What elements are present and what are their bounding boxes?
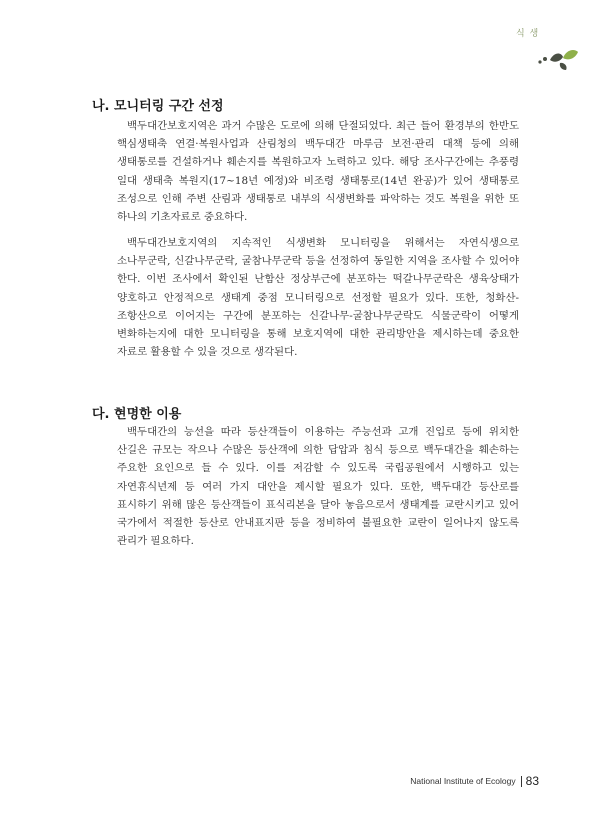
section-title-monitoring: 나. 모니터링 구간 선정 — [92, 99, 224, 114]
paragraph-monitoring-2: 백두대간보호지역의 지속적인 식생변화 모니터링을 위해서는 자연식생으로 소나무군락, 신갈나무군락, 굴참나무군락 등을 선정하여 동일한 지역을 조사할 수 있어야 한다. 이번 조사에서 확인된 난함산 정상부근에 분포하는 떡갈나무군락은 생육상태가 양호하고 안정적으로 생태계 중점 모니터링으로 선정할 필요가 있다. 또한, 청화산-조항산으로 이어지는 구간에 분포하는 신갈나무-굴참나무군락도 식물군락이 어떻게 변화하는지에 대한 모니터링을 통해 보호지역에 대한 관리방안을 제시하는데 중요한 자료로 활용할 수 있을 것으로 생각된다. — [117, 237, 519, 359]
paragraph-monitoring-1: 백두대간보호지역은 과거 수많은 도로에 의해 단절되었다. 최근 들어 환경부의 한반도 핵심생태축 연결·복원사업과 산림청의 백두대간 마루금 보전·관리 대책 등에 의해 생태통로를 건설하거나 훼손지를 복원하고자 노력하고 있다. 해당 조사구간에는 추풍령 일대 생태축 복원지(17~18년 예정)와 비조령 생태통로(14년 완공)가 있어 생태통로 조성으로 인해 주변 산림과 생태통로 내부의 식생변화를 파악하는 것도 복원을 위한 또 하나의 기초자료로 중요하다. — [117, 120, 519, 224]
leaf-ornament-icon — [536, 48, 580, 72]
page-number: 83 — [525, 774, 539, 788]
footer-divider — [521, 776, 522, 787]
page-footer — [410, 774, 539, 788]
paragraph-wise-use-1: 백두대간의 능선을 따라 등산객들이 이용하는 주능선과 고개 진입로 등에 위치한 산길은 규모는 작으나 수많은 등산객에 의한 답압과 침식 등으로 백두대간을 훼손하는 주요한 요인으로 들 수 있다. 이를 저감할 수 있도록 국립공원에서 시행하고 있는 자연휴식년제 등 여러 가지 대안을 제시할 필요가 있다. 또한, 백두대간 등산로를 표시하기 위해 많은 등산객들이 표식리본을 달아 놓음으로서 생태계를 교란시키고 있어 국가에서 적절한 등산로 안내표지판 등을 정비하여 불필요한 교란이 일어나지 않도록 관리가 필요하다. — [117, 426, 519, 548]
running-header: 식 생 — [516, 29, 540, 39]
footer-institute: National Institute of Ecology — [410, 776, 516, 786]
section-title-wise-use: 다. 현명한 이용 — [92, 407, 182, 422]
